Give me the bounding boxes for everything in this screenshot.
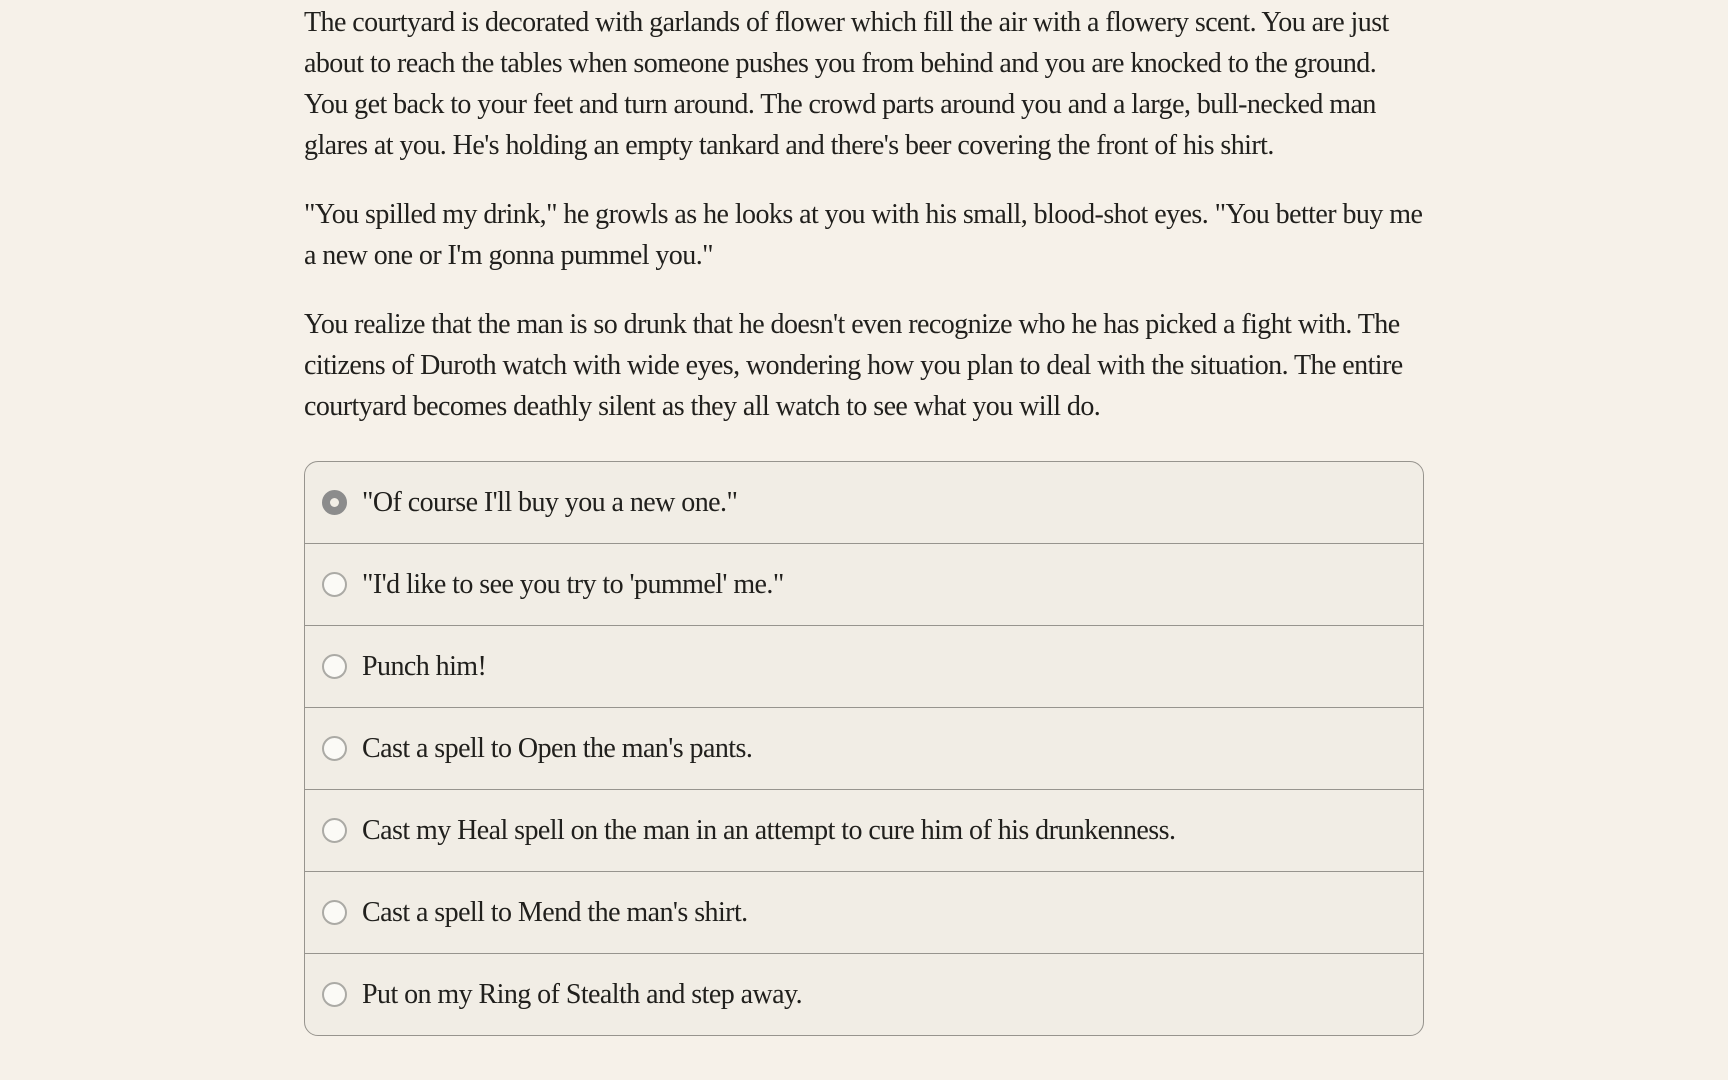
- radio-button-icon[interactable]: [322, 572, 347, 597]
- radio-button-icon[interactable]: [322, 982, 347, 1007]
- radio-button-icon[interactable]: [322, 736, 347, 761]
- choice-option-label: "Of course I'll buy you a new one.": [362, 486, 738, 518]
- choice-option-row-7[interactable]: [305, 953, 1423, 1035]
- radio-button-icon[interactable]: [322, 654, 347, 679]
- choice-option-row-2[interactable]: [305, 543, 1423, 625]
- choice-option-label: "I'd like to see you try to 'pummel' me.": [362, 568, 784, 600]
- choice-option-label: Cast a spell to Mend the man's shirt.: [362, 896, 748, 928]
- story-paragraph-1: The courtyard is decorated with garlands of flower which fill the air with a flowery scent. You are just about to reach the tables when someone pushes you from behind and you are knocked to the ground. You get back to your feet and turn around. The crowd parts around you and a large, bull-necked man glares at you. He's holding an empty tankard and there's beer covering the front of his shirt.: [304, 7, 1389, 161]
- choice-option-row-3[interactable]: [305, 625, 1423, 707]
- choice-option-row-5[interactable]: [305, 789, 1423, 871]
- radio-button-icon[interactable]: [322, 490, 347, 515]
- story-paragraph-2: "You spilled my drink," he growls as he looks at you with his small, blood-shot eyes. "You better buy me a new one or I'm gonna pummel you.": [304, 199, 1423, 271]
- radio-button-icon[interactable]: [322, 818, 347, 843]
- story-page: [304, 0, 1424, 1036]
- choice-list: [304, 461, 1424, 1036]
- story-paragraph-3: You realize that the man is so drunk that he doesn't even recognize who he has picked a fight with. The citizens of Duroth watch with wide eyes, wondering how you plan to deal with the situation. The entire courtyard becomes deathly silent as they all watch to see what you will do.: [304, 309, 1403, 422]
- choice-option-row-1[interactable]: [305, 462, 1423, 543]
- radio-button-icon[interactable]: [322, 900, 347, 925]
- choice-option-row-4[interactable]: [305, 707, 1423, 789]
- choice-option-row-6[interactable]: [305, 871, 1423, 953]
- choice-option-label: Put on my Ring of Stealth and step away.: [362, 978, 803, 1010]
- choice-option-label: Cast a spell to Open the man's pants.: [362, 732, 753, 764]
- choice-option-label: Punch him!: [362, 650, 487, 682]
- choice-option-label: Cast my Heal spell on the man in an attempt to cure him of his drunkenness.: [362, 814, 1176, 846]
